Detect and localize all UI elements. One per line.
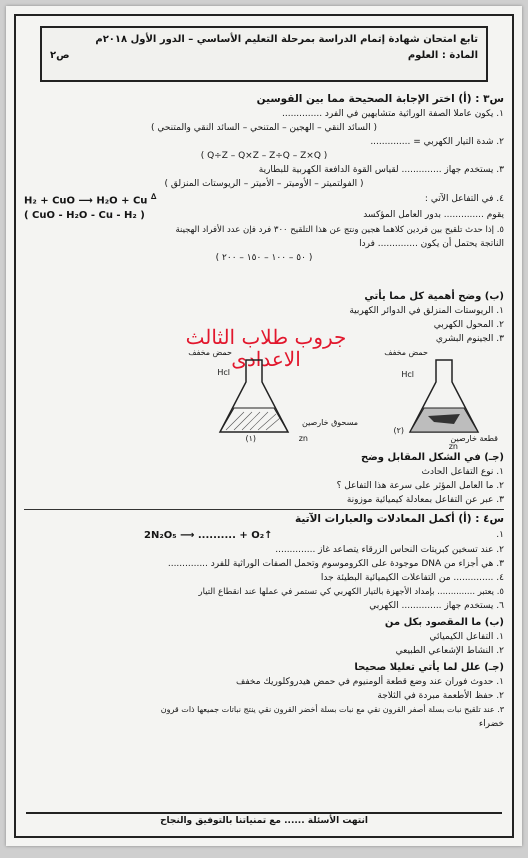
zinc-piece-label: قطعة خارصين <box>450 434 498 443</box>
flask-1-number: (١) <box>245 434 256 443</box>
flask-2-number: (٢) <box>393 426 404 435</box>
flask-2-hcl: Hcl <box>401 370 414 379</box>
q4-equation: 2N₂O₅ ⟶ .......... + O₂↑ <box>144 529 273 541</box>
q3b-item-2: ٢. المحول الكهربي <box>433 320 504 330</box>
heat-symbol: ∆ <box>150 191 157 201</box>
question-3c-title: (جـ) في الشكل المقابل وضح <box>360 452 504 463</box>
q3-equation-row <box>24 191 504 207</box>
q4-item-4: ٤. .............. من التفاعلات الكيميائية البطيئة جدا <box>320 573 504 583</box>
flask-2-icon <box>404 352 484 442</box>
q3-item-2: ٢. شدة التيار الكهربي = .............. <box>370 137 504 147</box>
q3-options-1: ( السائد النقي – الهجين – المتنحي – السائد النقي والمتنحي ) <box>151 123 377 133</box>
exam-header <box>40 26 488 82</box>
q3-oxidizer-row <box>24 207 504 223</box>
flask-1-acid-label: حمض مخفف <box>188 348 232 357</box>
flask-figure <box>24 348 504 451</box>
flask-1-hcl: Hcl <box>217 368 230 377</box>
zn-symbol-1: zn <box>298 434 308 443</box>
zn-symbol-2: zn <box>448 442 458 451</box>
q4-item-3: ٣. هي أجزاء من DNA موجودة على الكروموسوم وتحمل الصفات الوراثية للفرد .............. <box>167 559 504 569</box>
q4c-item-3b: خضراء <box>478 719 504 729</box>
q4-item-6: ٦. يستخدم جهاز .............. الكهربي <box>369 601 504 611</box>
zinc-powder-label: مسحوق خارصين <box>301 418 358 427</box>
q4c-item-3: ٣. عند تلقيح نبات بسلة أصفر القرون نقي مع نبات بسلة أخضر القرون نقي ينتج نباتات جميعها ذات قرون <box>160 705 504 714</box>
header-row <box>50 48 478 64</box>
question-3a-title: س٣ : (أ) اختر الإجابة الصحيحة مما بين القوسين <box>256 93 504 105</box>
q3-item-3: ٣. يستخدم جهاز .............. لقياس القوة الدافعة الكهربية للبطارية <box>258 165 504 175</box>
section-divider <box>24 509 504 510</box>
q3-item-1: ١. يكون عاملا الصفة الوراثية متشابهين في الفرد .............. <box>282 109 504 119</box>
exam-sheet <box>6 6 522 846</box>
q3-options-2: ( Q÷Z – Q×Z – Z÷Q – Z×Q ) <box>200 151 328 161</box>
question-4c-title: (جـ) علل لما يأتي تعليلا صحيحا <box>354 662 504 673</box>
q3b-item-1: ١. الريوستات المنزلق في الدوائر الكهربية <box>349 306 504 316</box>
flask-2-acid-label: حمض مخفف <box>384 348 428 357</box>
flask-1-icon <box>214 352 294 442</box>
q4c-item-2: ٢. حفظ الأطعمة مبردة في الثلاجة <box>377 691 504 701</box>
q4-item-2: ٢. عند تسخين كبريتات النحاس الزرقاء يتصاعد غاز .............. <box>275 545 504 555</box>
q3c-item-1: ١. نوع التفاعل الحادث <box>421 467 504 477</box>
watermark-spacer <box>24 265 504 287</box>
q3-options-5: ( ٥٠ – ١٠٠ – ١٥٠ – ٢٠٠ ) <box>215 253 313 263</box>
q3b-item-3: ٣. الجينوم البشري <box>435 334 504 344</box>
exam-footer: انتهت الأسئلة ...... مع تمنياتنا بالتوفيق والنجاح <box>26 812 502 832</box>
q4-equation-row <box>24 527 504 543</box>
page-number: ص٢ <box>50 50 70 61</box>
question-4a-title: س٤ : (أ) أكمل المعادلات والعبارات الآتية <box>294 513 504 525</box>
q3-options-3: ( الفولتميتر – الأوميتر – الأميتر – الريوستات المنزلق ) <box>164 179 364 189</box>
question-3b-title: (ب) وضح أهمية كل مما يأتي <box>364 291 504 302</box>
exam-content <box>24 92 504 814</box>
subject-label: المادة : العلوم <box>407 50 478 61</box>
q3-options-4: ( CuO - H₂O - Cu - H₂ ) <box>24 209 145 221</box>
q3c-item-3: ٣. عبر عن التفاعل بمعادلة كيميائية موزونة <box>346 495 504 505</box>
q4-item-1: ١. <box>496 530 504 540</box>
q3-item-5: ٥. إذا حدث تلقيح بين فردين كلاهما هجين ونتج عن هذا التلقيح ٣٠٠ فرد فإن عدد الأفراد الهجينة <box>175 225 504 235</box>
q4b-item-1: ١. التفاعل الكيميائي <box>429 632 504 642</box>
q4b-item-2: ٢. النشاط الإشعاعي الطبيعي <box>395 646 504 656</box>
q3-item-5b: الناتجة يحتمل أن يكون .............. فردا <box>359 239 504 249</box>
q3-item-4: ٤. في التفاعل الآتي : <box>424 194 504 204</box>
group-watermark: جروب طلاب الثالث الاعدادى <box>185 325 347 371</box>
reaction-equation <box>24 192 156 206</box>
q3c-item-2: ٢. ما العامل المؤثر على سرعة هذا التفاعل ؟ <box>336 481 504 491</box>
exam-title: تابع امتحان شهادة إتمام الدراسة بمرحلة التعليم الأساسي – الدور الأول ٢٠١٨م <box>95 34 478 45</box>
q3-item-4b: يقوم .............. بدور العامل المؤكسد <box>363 210 504 220</box>
q4-item-5: ٥. يعتبر .............. بإمداد الأجهزة بالتيار الكهربي كي تستمر في عملها عند انقطاع التيار <box>198 587 504 597</box>
q4c-item-1: ١. حدوث فوران عند وضع قطعة ألومنيوم في حمض هيدروكلوريك مخفف <box>236 677 504 687</box>
question-4b-title: (ب) ما المقصود بكل من <box>384 617 504 628</box>
reaction-equation-text: H₂ + CuO ⟶ H₂O + Cu <box>24 195 148 207</box>
